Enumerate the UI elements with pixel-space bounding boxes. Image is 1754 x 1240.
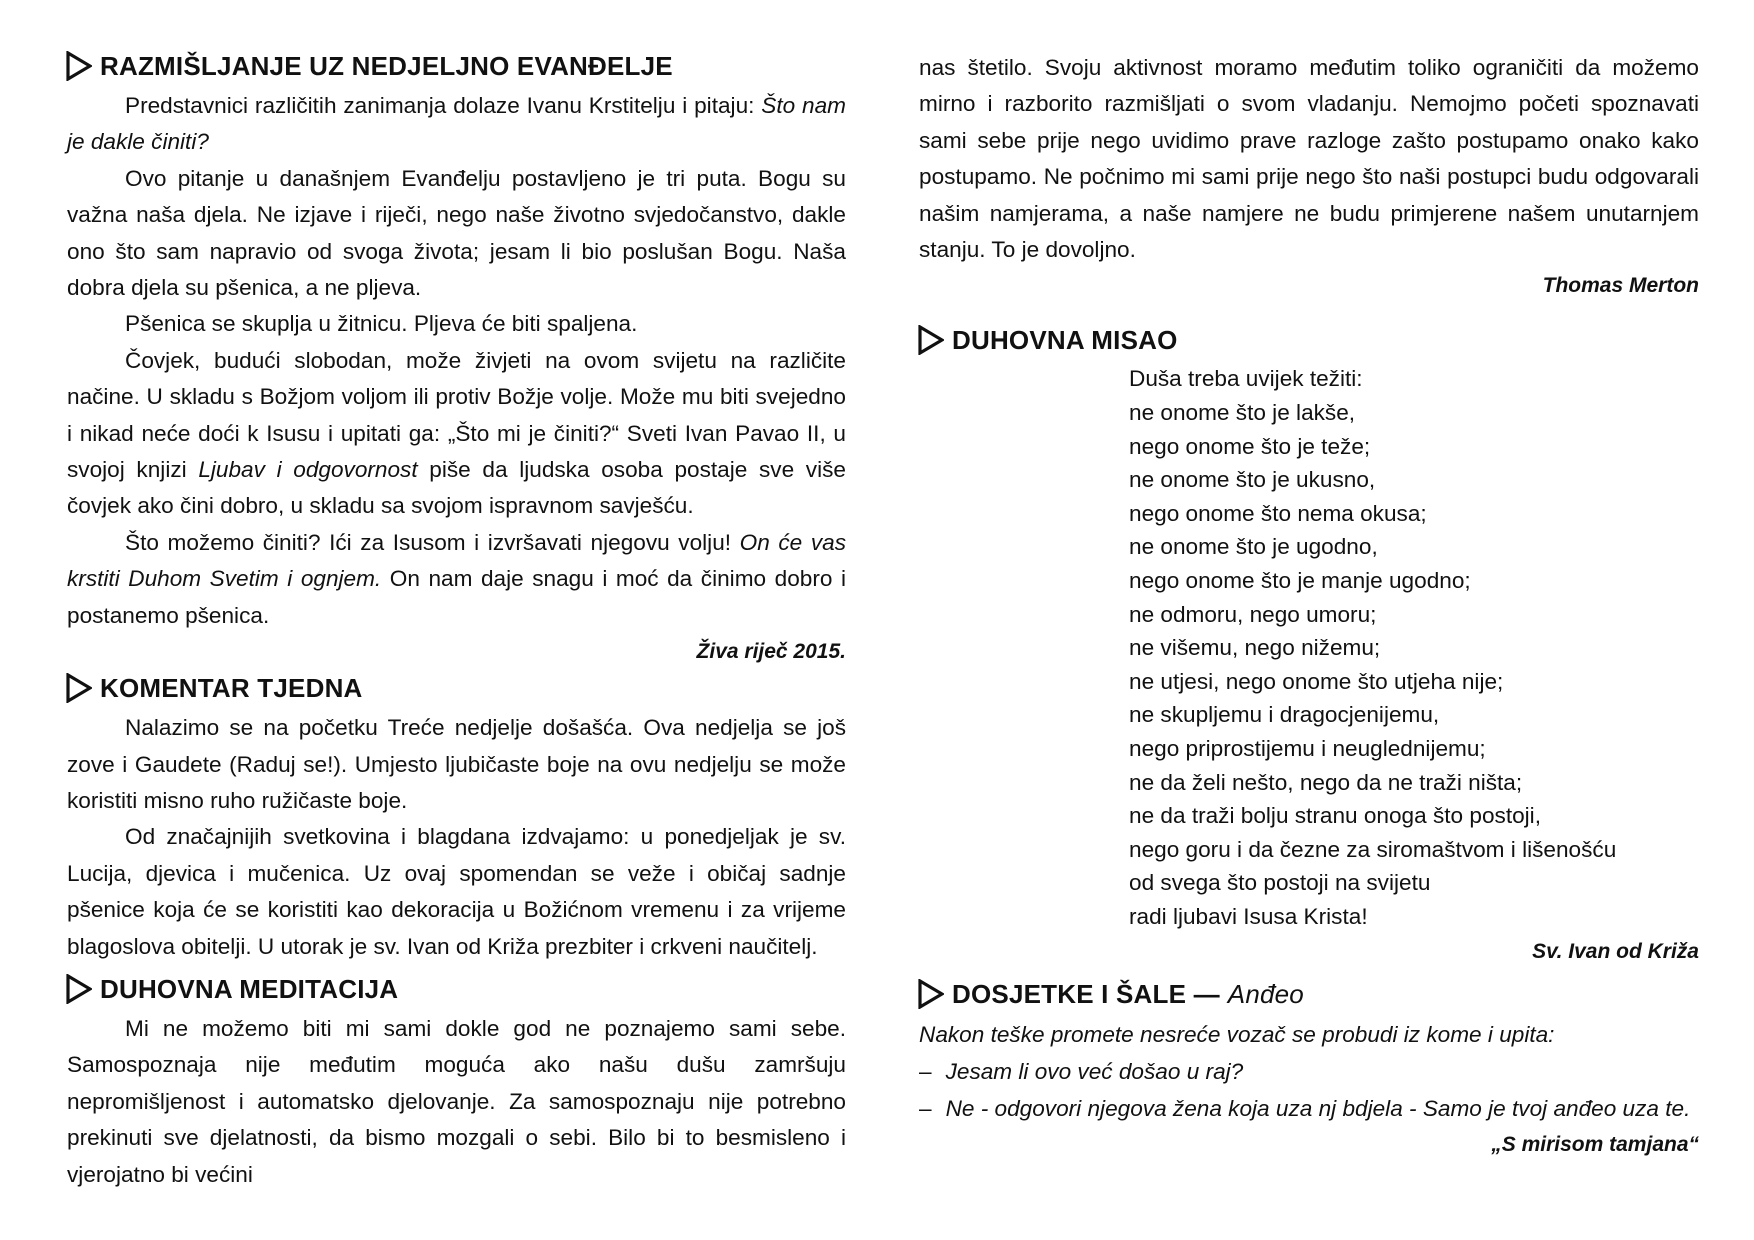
poem-line: ne da želi nešto, nego da ne traži ništa; — [1129, 769, 1523, 795]
section-title: RAZMIŠLJANJE UZ NEDJELJNO EVANĐELJE — [100, 51, 673, 81]
section-title: DUHOVNA MEDITACIJA — [100, 973, 399, 1004]
poem-line: ne da traži bolju stranu onoga što postoji, — [1129, 803, 1541, 829]
poem-line: nego onome što je teže; — [1129, 433, 1371, 459]
dash-bullet: – — [919, 1095, 932, 1121]
paragraph: Mi ne možemo biti mi sami dokle god ne poznajemo sami sebe. Samospoznaja nije međutim moguća ako našu dušu zamršuju nepromišljenost i automatsko djelovanje. Za samospoznaju nije potrebno prekinuti sve djelatnosti, da bismo mozgali o sebi. Bilo bi to besmisleno i vjerojatno bi većini — [67, 1015, 846, 1187]
paragraph: Od značajnijih svetkovina i blagdana izdvajamo: u ponedjeljak je sv. Lucija, djevica i mučenica. Uz ovaj spomendan se veže i običaj sadnje pšenice koja će se koristiti kao dekoracija u Božićnom vremenu i za vrijeme blagoslova obitelji. U utorak je sv. Ivan od Križa prezbiter i crkveni naučitelj. — [67, 824, 846, 959]
paragraph: nas štetilo. Svoju aktivnost moramo međutim toliko ograničiti da možemo mirno i razborito razmišljati o svom vladanju. Nemojmo početi spoznavati sami sebe prije nego uvidimo prave razloge zašto postupamo onako kako postupamo. Ne počnimo mi sami prije nego što naši postupci budu odgovarali našim namjerama, a naše namjere ne budu primjerene našem unutarnjem stanju. To je dovoljno. — [919, 55, 1699, 263]
poem-line: ne višemu, nego nižemu; — [1129, 635, 1381, 661]
joke-line: – Jesam li ovo već došao u raj? — [919, 1053, 1699, 1090]
paragraph: Što možemo činiti? Ići za Isusom i izvršavati njegovu volju! On će vas krstiti Duhom Svetim i ognjem. On nam daje snagu i moć da činimo dobro i postanemo pšenica. — [67, 529, 846, 628]
paragraph: Ovo pitanje u današnjem Evanđelju postavljeno je tri puta. Bogu su važna naša djela. Ne izjave i riječi, nego naše životno svjedočanstvo, dakle ono što sam napravio od svoga života; jesam li bio poslušan Bogu. Naša dobra djela su pšenica, a ne pljeva. — [67, 165, 846, 301]
poem-line: Duša treba uvijek težiti: — [1129, 366, 1363, 392]
poem-line: ne onome što je ukusno, — [1129, 467, 1376, 493]
section-title: DOSJETKE I ŠALE — — [952, 978, 1220, 1009]
poem-line: ne odmoru, nego umoru; — [1129, 601, 1377, 627]
source-attribution: „S mirisom tamjana“ — [1491, 1132, 1699, 1156]
left-column — [67, 48, 846, 1193]
paragraph: Čovjek, budući slobodan, može živjeti na ovom svijetu na različite načine. U skladu s Božjom voljom ili protiv Božje volje. Može mu biti svejedno i nikad neće doći k Isusu i upitati ga: „Što mi je činiti?“ Sveti Ivan Pavao II, u svojoj knjizi Ljubav i odgovornost piše da ljudska osoba postaje sve više čovjek ako čini dobro, u skladu sa svojom ispravnom savješću. — [67, 347, 846, 519]
poem-line: ne utjesi, nego onome što utjeha nije; — [1129, 668, 1504, 694]
triangle-bullet-icon — [918, 979, 944, 1009]
section-heading-reflection — [66, 48, 846, 84]
triangle-bullet-icon — [66, 673, 92, 703]
section-heading-weekly-comment — [66, 670, 846, 706]
poem-line: nego goru i da čezne za siromaštvom i lišenošću — [1129, 836, 1617, 862]
triangle-bullet-icon — [66, 51, 92, 81]
poem-line: ne onome što je lakše, — [1129, 400, 1356, 426]
poem — [1129, 362, 1699, 933]
triangle-bullet-icon — [918, 325, 944, 355]
joke-intro: Nakon teške promete nesreće vozač se probudi iz kome i upita: — [919, 1021, 1555, 1047]
joke-line: – Ne - odgovori njegova žena koja uza nj bdjela - Samo je tvoj anđeo uza te. — [919, 1090, 1699, 1127]
poem-line: nego onome što nema okusa; — [1129, 500, 1427, 526]
section-title: KOMENTAR TJEDNA — [100, 673, 363, 704]
poem-line: nego priprostijemu i neuglednijemu; — [1129, 735, 1486, 761]
triangle-bullet-icon — [66, 974, 92, 1004]
section-heading-meditation — [66, 971, 846, 1007]
source-attribution: Živa riječ 2015. — [696, 640, 846, 664]
source-attribution: Sv. Ivan od Križa — [1532, 939, 1699, 963]
paragraph: Predstavnici različitih zanimanja dolaze Ivanu Krstitelju i pitaju: Što nam je dakle činiti? — [67, 93, 846, 155]
section-heading-jokes — [918, 976, 1699, 1012]
poem-line: ne onome što je ugodno, — [1129, 534, 1378, 560]
paragraph: Pšenica se skuplja u žitnicu. Pljeva će biti spaljena. — [125, 311, 638, 337]
poem-line: radi ljubavi Isusa Krista! — [1129, 903, 1368, 929]
section-title: DUHOVNA MISAO — [952, 325, 1178, 356]
poem-line: ne skupljemu i dragocjenijemu, — [1129, 702, 1440, 728]
dash-bullet: – — [919, 1058, 932, 1084]
section-subtitle: Anđeo — [1227, 978, 1304, 1009]
section-heading-spiritual-thought — [918, 322, 1699, 358]
paragraph: Nalazimo se na početku Treće nedjelje došašća. Ova nedjelja se još zove i Gaudete (Raduj se!). Umjesto ljubičaste boje na ovu nedjelju se može koristiti misno ruho ružičaste boje. — [67, 715, 846, 813]
poem-line: od svega što postoji na svijetu — [1129, 870, 1431, 896]
poem-line: nego onome što je manje ugodno; — [1129, 568, 1471, 593]
source-attribution: Thomas Merton — [1542, 274, 1699, 298]
right-column — [919, 50, 1699, 1163]
